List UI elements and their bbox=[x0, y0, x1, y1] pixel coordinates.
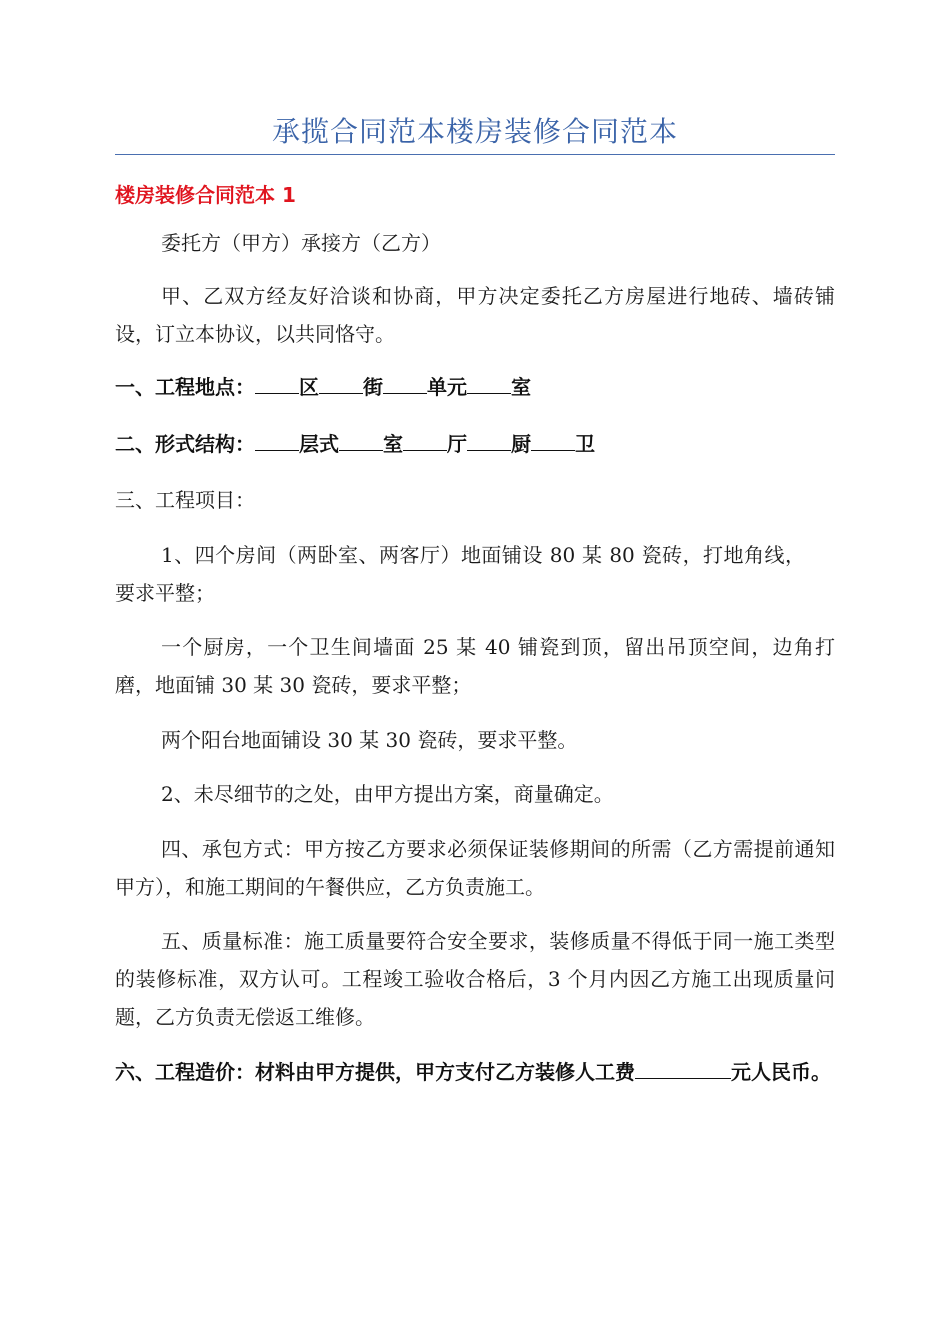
item-3-heading: 三、工程项目： bbox=[115, 488, 255, 512]
item-4-contract-method: 四、承包方式：甲方按乙方要求必须保证装修期间的所需（乙方需提前通知甲方），和施工期间的午餐供应，乙方负责施工。 bbox=[115, 837, 835, 899]
project-item-1: 1、四个房间（两卧室、两客厅）地面铺设 80 某 80 瓷砖，打地角线，要求平整； bbox=[115, 543, 805, 605]
project-item-4: 2、未尽细节的之处，由甲方提出方案，商量确定。 bbox=[161, 782, 614, 806]
structure-part: 卫 bbox=[575, 432, 595, 456]
blank-line bbox=[467, 428, 511, 451]
item-1-location bbox=[115, 368, 835, 406]
title-underline bbox=[115, 154, 835, 155]
item-2-structure bbox=[115, 425, 835, 463]
structure-part: 层式 bbox=[299, 432, 339, 456]
intro-paragraph: 甲、乙双方经友好洽谈和协商，甲方决定委托乙方房屋进行地砖、墙砖铺设，订立本协议，以共同恪守。 bbox=[115, 284, 835, 346]
blank-line bbox=[531, 428, 575, 451]
blank-line bbox=[635, 1056, 731, 1079]
structure-part: 厨 bbox=[511, 432, 531, 456]
item-6-cost bbox=[115, 1053, 835, 1091]
document-title: 承揽合同范本楼房装修合同范本 bbox=[271, 115, 678, 148]
location-part: 室 bbox=[511, 375, 531, 399]
project-item-2: 一个厨房，一个卫生间墙面 25 某 40 铺瓷到顶，留出吊顶空间，边角打磨，地面铺 30 某 30 瓷砖，要求平整； bbox=[115, 635, 835, 697]
item-2-label: 二、形式结构： bbox=[115, 432, 255, 456]
blank-line bbox=[383, 371, 427, 394]
location-part: 区 bbox=[299, 375, 319, 399]
blank-line bbox=[319, 371, 363, 394]
item-5-quality-standard: 五、质量标准：施工质量要符合安全要求，装修质量不得低于同一施工类型的装修标准，双方认可。工程竣工验收合格后，3 个月内因乙方施工出现质量问题，乙方负责无偿返工维修。 bbox=[115, 929, 835, 1029]
item-6-suffix: 元人民币。 bbox=[731, 1060, 831, 1084]
structure-part: 厅 bbox=[447, 432, 467, 456]
item-1-label: 一、工程地点： bbox=[115, 375, 255, 399]
location-part: 单元 bbox=[427, 375, 467, 399]
blank-line bbox=[255, 428, 299, 451]
blank-line bbox=[339, 428, 383, 451]
structure-part: 室 bbox=[383, 432, 403, 456]
parties-line: 委托方（甲方）承接方（乙方） bbox=[161, 231, 441, 255]
project-item-3: 两个阳台地面铺设 30 某 30 瓷砖，要求平整。 bbox=[161, 728, 578, 752]
blank-line bbox=[403, 428, 447, 451]
blank-line bbox=[467, 371, 511, 394]
blank-line bbox=[255, 371, 299, 394]
location-part: 街 bbox=[363, 375, 383, 399]
item-6-text: 六、工程造价：材料由甲方提供，甲方支付乙方装修人工费 bbox=[115, 1060, 635, 1084]
section-heading: 楼房装修合同范本 1 bbox=[115, 183, 296, 207]
